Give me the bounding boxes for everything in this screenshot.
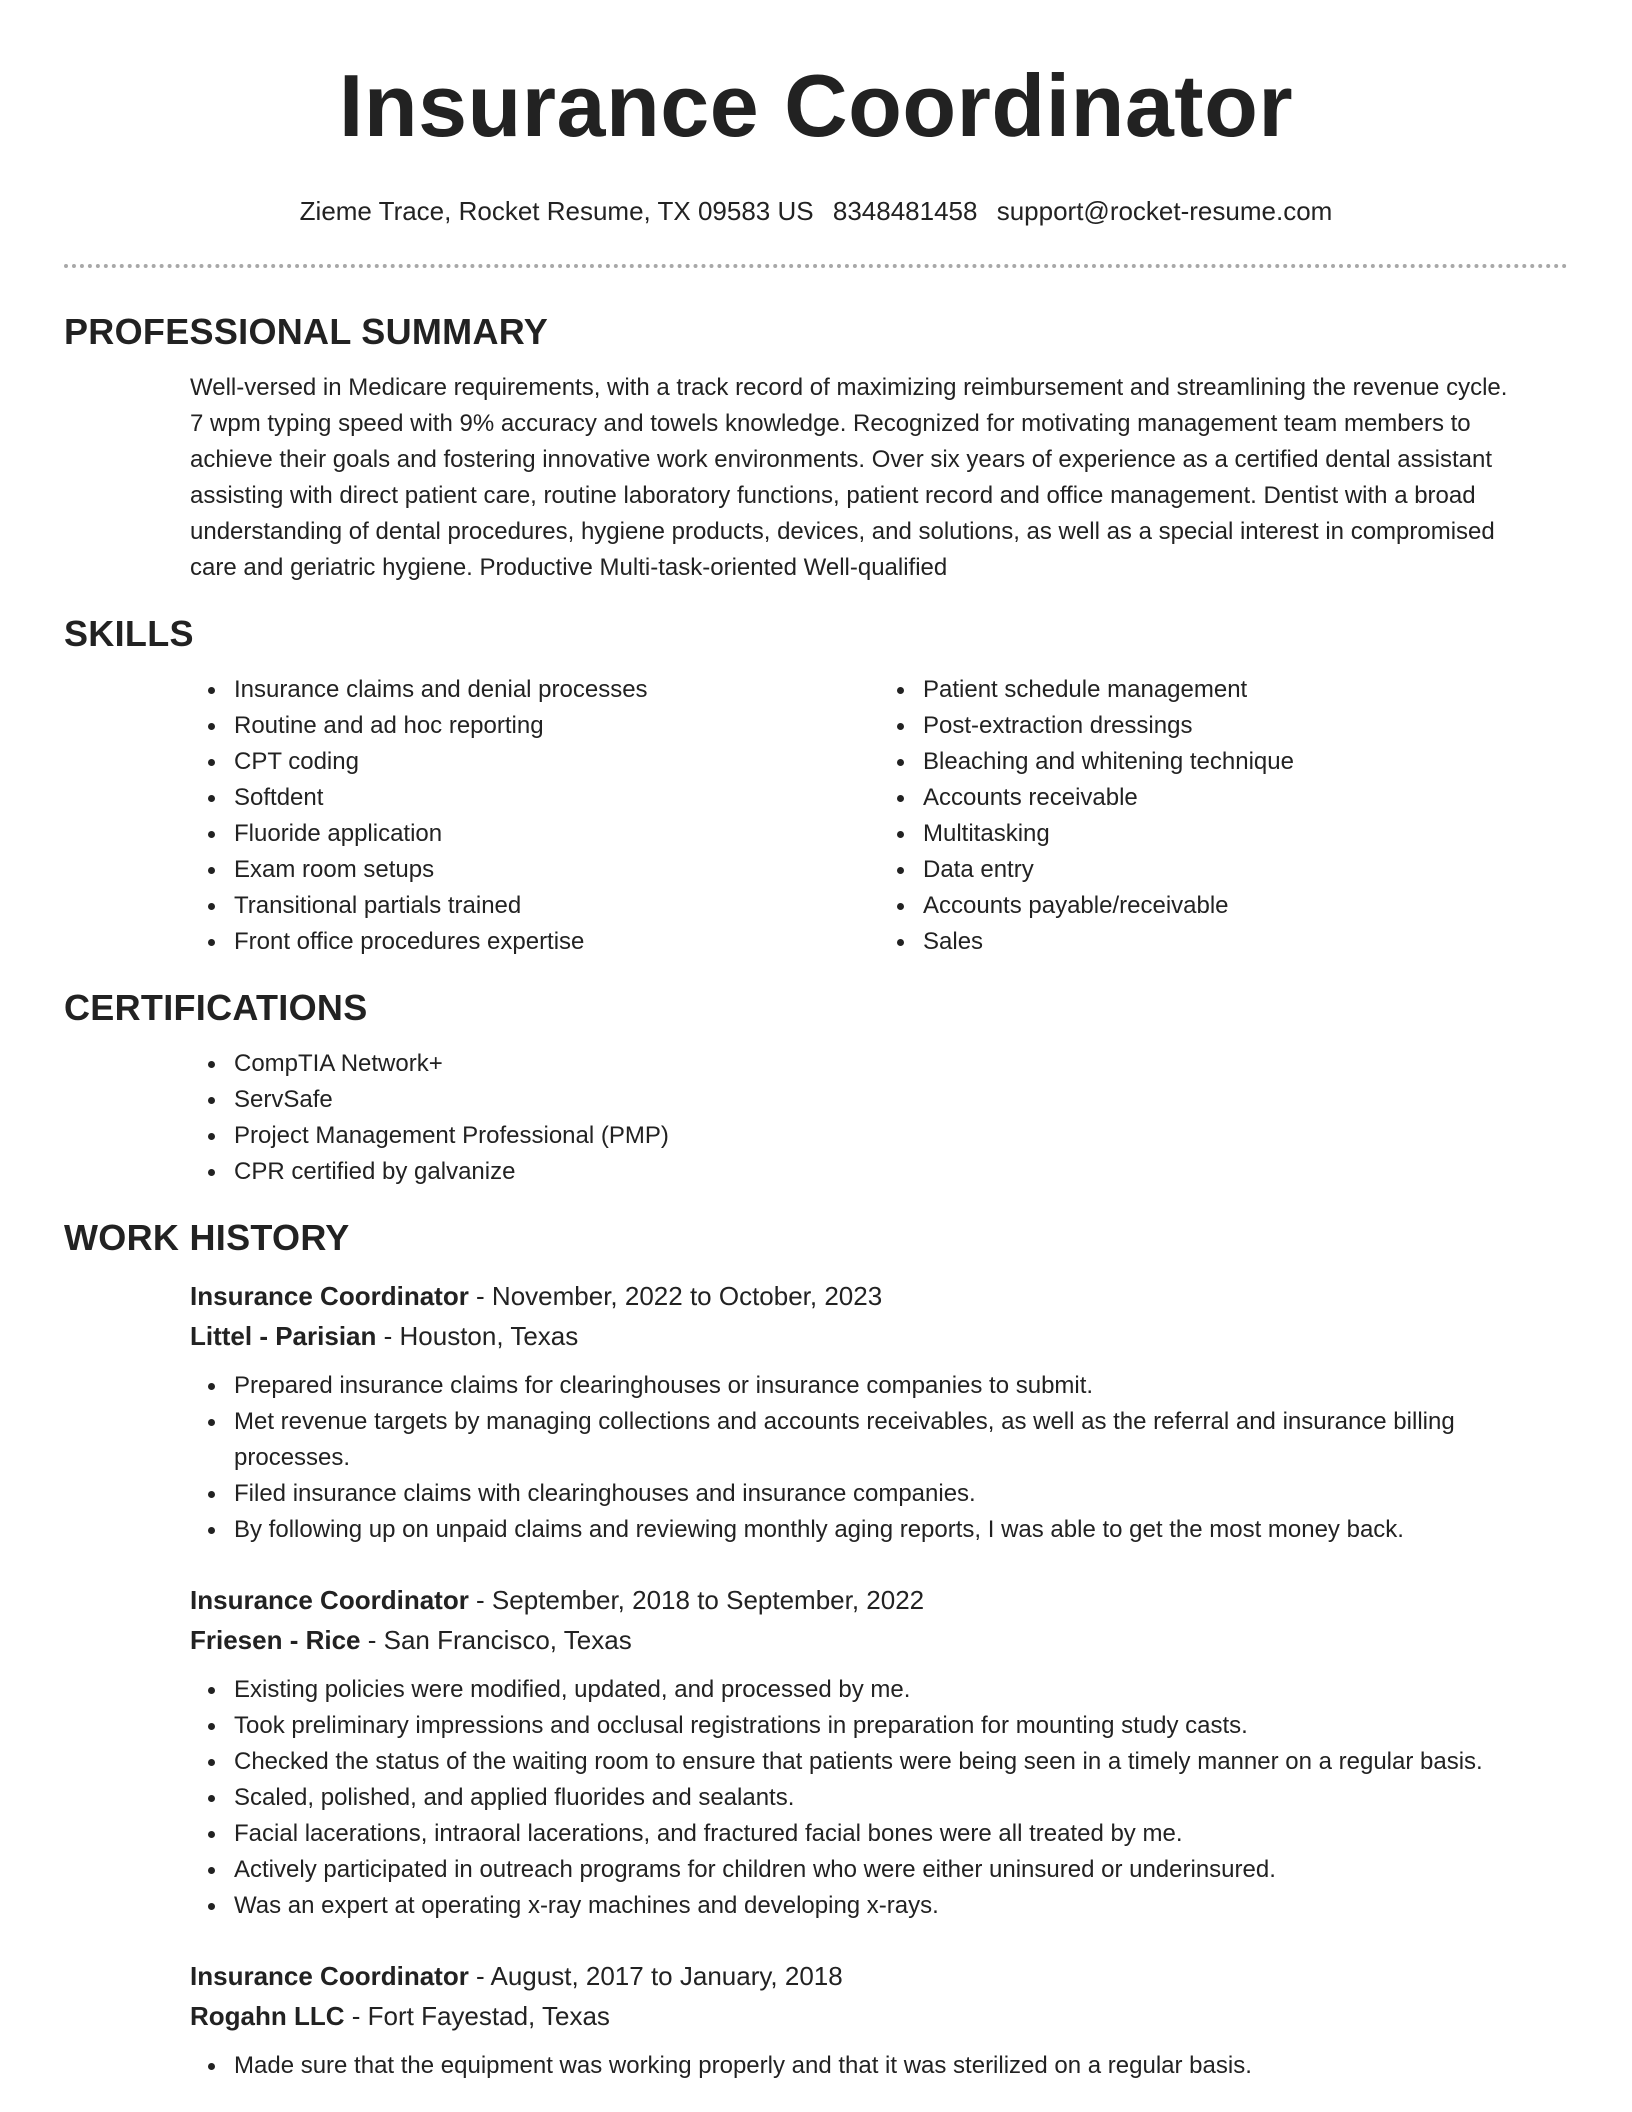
- job-company: Littel - Parisian: [190, 1321, 377, 1351]
- job-bullet: Existing policies were modified, updated, and processed by me.: [234, 1672, 1568, 1708]
- job-location: - San Francisco, Texas: [360, 1625, 632, 1655]
- job-role: Insurance Coordinator: [190, 1961, 469, 1991]
- job-bullet: Actively participated in outreach programs for children who were either uninsured or underinsured.: [234, 1852, 1568, 1888]
- summary-section: [64, 310, 1568, 586]
- skill-item: Accounts receivable: [923, 780, 1568, 816]
- skill-item: Patient schedule management: [923, 672, 1568, 708]
- skill-item: Routine and ad hoc reporting: [234, 708, 879, 744]
- skills-list-left: [190, 672, 879, 960]
- job-bullet: Checked the status of the waiting room to ensure that patients were being seen in a timely manner on a regular basis.: [234, 1744, 1568, 1780]
- skills-grid: [190, 672, 1568, 960]
- job-bullet: [234, 1404, 1568, 1476]
- certification-item: CompTIA Network+: [234, 1046, 1568, 1082]
- summary-line: assisting with direct patient care, routine laboratory functions, patient record and office management. Dentist with a broad: [190, 482, 1476, 509]
- work-section: [64, 1216, 1568, 2084]
- certification-item: Project Management Professional (PMP): [234, 1118, 1568, 1154]
- job-bullet: Filed insurance claims with clearinghouses and insurance companies.: [234, 1476, 1568, 1512]
- skill-item: Insurance claims and denial processes: [234, 672, 879, 708]
- skills-list-right: [879, 672, 1568, 960]
- job-dates: - November, 2022 to October, 2023: [468, 1281, 883, 1311]
- work-title: WORK HISTORY: [64, 1217, 350, 1258]
- skill-item: Transitional partials trained: [234, 888, 879, 924]
- contact-address: Zieme Trace, Rocket Resume, TX 09583 US: [299, 196, 814, 226]
- job-entry: [190, 1580, 1568, 1924]
- skill-item: Bleaching and whitening technique: [923, 744, 1568, 780]
- skill-item: Exam room setups: [234, 852, 879, 888]
- skill-item: Fluoride application: [234, 816, 879, 852]
- certifications-wrap: [190, 1046, 1568, 1190]
- job-company-line: [190, 1620, 1568, 1660]
- job-bullet-wrap: processes.: [234, 1444, 351, 1471]
- job-bullet: Facial lacerations, intraoral lacerations, and fractured facial bones were all treated by me.: [234, 1816, 1568, 1852]
- summary-line: care and geriatric hygiene. Productive Multi-task-oriented Well-qualified: [190, 554, 948, 581]
- summary-title: PROFESSIONAL SUMMARY: [64, 311, 549, 352]
- job-company: Friesen - Rice: [190, 1625, 361, 1655]
- header-divider: [64, 264, 1568, 268]
- certifications-list: [190, 1046, 1568, 1190]
- summary-line: achieve their goals and fostering innovative work environments. Over six years of experience as a certified dental assistant: [190, 446, 1492, 473]
- job-bullets: [190, 2048, 1568, 2084]
- certifications-section: [64, 986, 1568, 1190]
- job-bullets: [190, 1672, 1568, 1924]
- skill-item: Data entry: [923, 852, 1568, 888]
- contact-email: support@rocket-resume.com: [996, 196, 1333, 226]
- job-bullets: [190, 1368, 1568, 1548]
- contact-phone: 8348481458: [832, 196, 978, 226]
- job-title-line: [190, 1580, 1568, 1620]
- job-entry: [190, 1956, 1568, 2084]
- job-company: Rogahn LLC: [190, 2001, 345, 2031]
- skill-item: CPT coding: [234, 744, 879, 780]
- certification-item: ServSafe: [234, 1082, 1568, 1118]
- job-bullet: Was an expert at operating x-ray machines and developing x-rays.: [234, 1888, 1568, 1924]
- certifications-title: CERTIFICATIONS: [64, 987, 368, 1028]
- job-role: Insurance Coordinator: [190, 1281, 469, 1311]
- summary-text: [190, 370, 1568, 586]
- contact-line: [0, 194, 1632, 228]
- job-bullet: Took preliminary impressions and occlusal registrations in preparation for mounting study casts.: [234, 1708, 1568, 1744]
- skill-item: Softdent: [234, 780, 879, 816]
- summary-line: Well-versed in Medicare requirements, with a track record of maximizing reimbursement and streamlining the revenue cycle.: [190, 374, 1508, 401]
- job-location: - Houston, Texas: [376, 1321, 579, 1351]
- resume-header: [0, 0, 1632, 228]
- job-role: Insurance Coordinator: [190, 1585, 469, 1615]
- job-location: - Fort Fayestad, Texas: [344, 2001, 610, 2031]
- job-dates: - August, 2017 to January, 2018: [468, 1961, 843, 1991]
- skill-item: Accounts payable/receivable: [923, 888, 1568, 924]
- skill-item: Multitasking: [923, 816, 1568, 852]
- job-dates: - September, 2018 to September, 2022: [468, 1585, 925, 1615]
- skill-item: Sales: [923, 924, 1568, 960]
- job-bullet: By following up on unpaid claims and reviewing monthly aging reports, I was able to get the most money back.: [234, 1512, 1568, 1548]
- job-title-line: [190, 1956, 1568, 1996]
- summary-line: understanding of dental procedures, hygiene products, devices, and solutions, as well as a special interest in compromised: [190, 518, 1495, 545]
- job-company-line: [190, 1316, 1568, 1356]
- job-bullet-text: Met revenue targets by managing collections and accounts receivables, as well as the referral and insurance billing: [234, 1408, 1455, 1435]
- job-entry: [190, 1276, 1568, 1548]
- summary-line: 7 wpm typing speed with 9% accuracy and towels knowledge. Recognized for motivating management team members to: [190, 410, 1471, 437]
- job-bullet: Made sure that the equipment was working properly and that it was sterilized on a regular basis.: [234, 2048, 1568, 2084]
- skills-title: SKILLS: [64, 613, 194, 654]
- job-title-line: [190, 1276, 1568, 1316]
- job-bullet: Scaled, polished, and applied fluorides and sealants.: [234, 1780, 1568, 1816]
- skill-item: Post-extraction dressings: [923, 708, 1568, 744]
- skill-item: Front office procedures expertise: [234, 924, 879, 960]
- job-company-line: [190, 1996, 1568, 2036]
- certification-item: CPR certified by galvanize: [234, 1154, 1568, 1190]
- resume-name: Insurance Coordinator: [338, 56, 1294, 155]
- skills-section: [64, 612, 1568, 960]
- job-bullet: Prepared insurance claims for clearinghouses or insurance companies to submit.: [234, 1368, 1568, 1404]
